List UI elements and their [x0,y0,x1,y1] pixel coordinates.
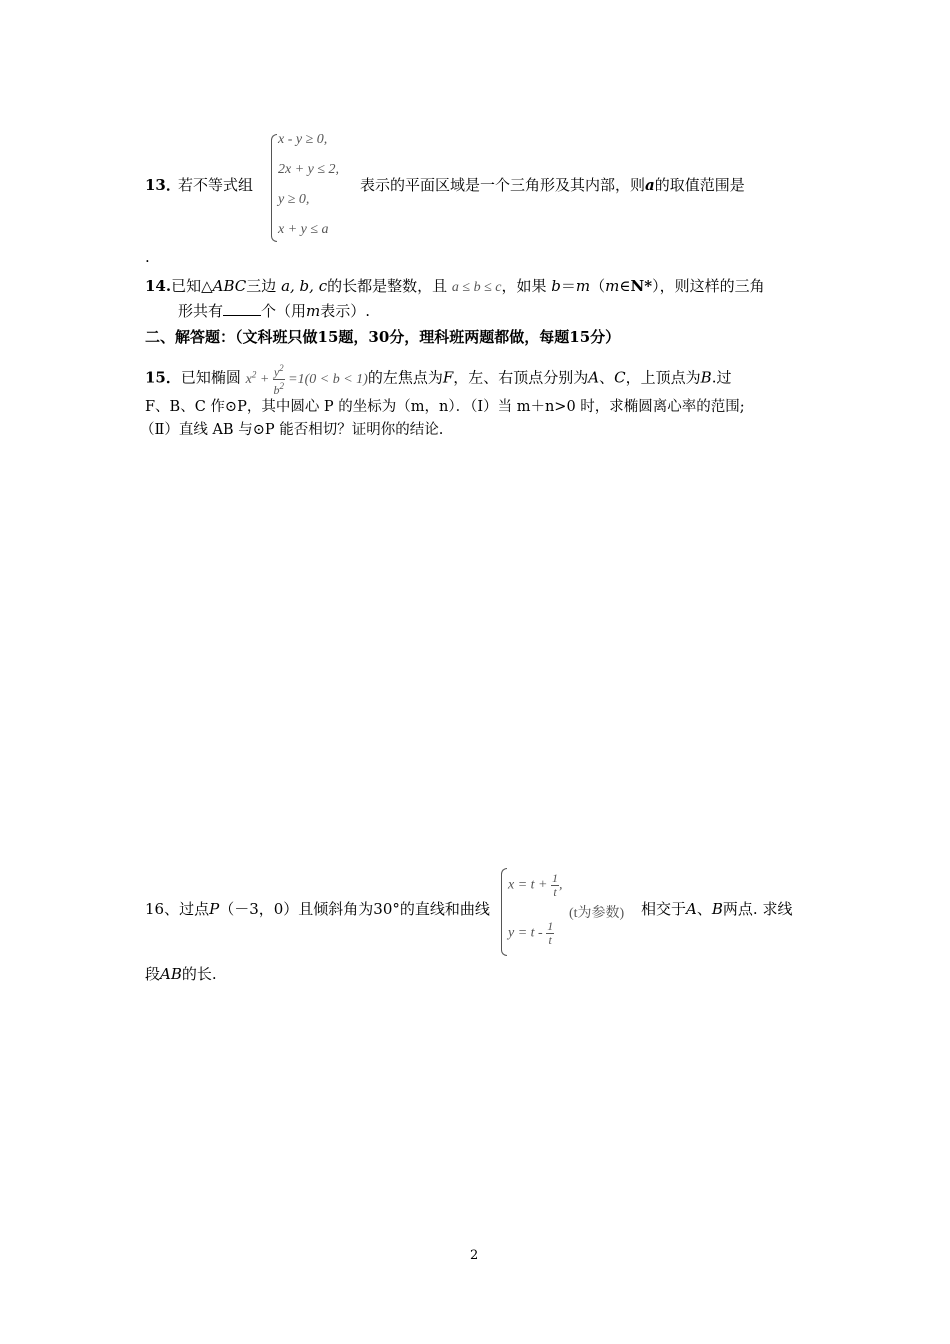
q13-ineq-1: x - y ≥ 0, [278,132,328,147]
q16-A: A [686,900,697,918]
q16-P: P [209,900,220,918]
q14-line2 [178,300,370,321]
q16-sep: 、 [696,900,712,918]
q15-line1 [145,362,731,397]
q15-text5: .过 [711,368,732,387]
q16-lead: 过点 [179,900,210,918]
q13-text [360,174,745,195]
q14-vars: a, b, c [281,277,328,295]
q15-text4: ，上顶点为 [625,368,701,387]
q16-AB: AB [160,965,182,983]
q16-eq1-num: 1 [552,871,558,885]
q15-text3: 、 [599,368,615,387]
q14-line2-b: 个（用 [261,302,307,320]
q14-text-a: 已知△ [171,277,213,295]
q15-line3: （Ⅱ）直线 AB 与⊙P 能否相切？证明你的结论. [140,422,444,438]
q14-text-c: 的长都是整数，且 [327,277,448,295]
q16-eq2 [508,920,554,947]
q16-B: B [711,900,723,918]
q14-text-d: ，如果 [501,277,547,295]
q16-brace [501,868,507,956]
q15-lead: 已知椭圆 [180,368,241,387]
q14-m: m [575,277,591,295]
q13-period: . [145,248,150,266]
section-title: 二、解答题：（文科班只做15题，30分，理科班两题都做，每题15分） [145,328,621,346]
page-number: 2 [470,1248,479,1263]
q14-ineq: a ≤ b ≤ c [451,280,502,295]
q15-text1: 的左焦点为 [367,368,443,387]
q15-equation: $x^2$ + $\frac{y^2}{b^2}$ =1(0 < b < 1) [245,363,368,397]
q14-b: b [551,277,561,295]
q15-number: 15． [145,368,181,387]
q16-eq2-den: t [548,933,552,947]
q13-text-end: 的取值范围是 [654,176,745,194]
q15-A: A [588,368,600,387]
q16-number: 16、 [145,900,180,918]
q16-lead-text [145,898,490,919]
q16-point: （－3，0）且倾斜角为30°的直线和曲线 [219,900,490,918]
q16-eq2-frac [546,920,554,947]
q15-F: F [442,368,454,387]
q16-eq1-left: x = t + [508,877,548,893]
q16-eq2-left: y = t - [508,925,543,941]
q15-eq-num: y [273,365,280,379]
q16-line2 [145,963,217,984]
q14-line1 [145,275,765,296]
q13-number: 13． [145,176,181,194]
q14-line2-c: 表示）. [320,302,371,320]
q15-eq-x: x [245,371,252,387]
q15-eq-den: b [273,383,280,397]
q16-eq1 [508,872,563,899]
q14-text-b: 三边 [246,277,277,295]
q14-in: ∈ [619,277,631,295]
q13-ineq-3: y ≥ 0, [278,192,310,207]
q16-eq1-comma: , [559,877,563,893]
q15-text2: ，左、右顶点分别为 [453,368,589,387]
q16-line2-a: 段 [145,965,161,983]
q13-lead: 若不等式组 [178,176,254,194]
q14-line2-a: 形共有 [178,302,224,320]
q15-C: C [614,368,626,387]
q16-eq1-frac [551,872,559,899]
q13-ineq-4: x + y ≤ a [278,222,329,237]
q14-m3: m [306,302,321,320]
q16-param: (t为参数) [569,906,625,921]
q15-B: B [700,368,712,387]
q14-eq: ＝ [560,277,576,295]
q13-var-a: a [645,176,655,194]
q16-eq1-den: t [553,885,557,899]
q14-abc: ABC [212,277,247,295]
q15-eq-plus: + [259,371,270,387]
q13-text-after: 表示的平面区域是一个三角形及其内部，则 [360,176,646,194]
q13-ineq-2: 2x + y ≤ 2, [278,162,340,177]
q14-number: 14. [145,277,172,295]
q14-paren: （ [590,277,606,295]
q14-nstar: N* [630,277,653,295]
q13-brace [271,134,277,242]
q16-eq2-num: 1 [547,919,554,933]
q16-tail [641,898,792,919]
q15-fraction: $\frac{y^2}{b^2}$ [273,363,284,397]
q16-text-end: 两点. 求线 [722,900,793,918]
q14-text-h: ），则这样的三角 [652,277,765,295]
q15-line2: F、B、C 作⊙P，其中圆心 P 的坐标为（m，n）．（Ⅰ）当 m＋n>0 时，求椭圆离心率的范围; [145,399,745,415]
q16-text-after: 相交于 [641,900,687,918]
q14-answer-blank[interactable] [223,301,261,316]
q14-m2: m [605,277,620,295]
q15-eq-rhs: =1(0 < b < 1) [288,371,368,387]
q16-line2-b: 的长. [181,965,217,983]
